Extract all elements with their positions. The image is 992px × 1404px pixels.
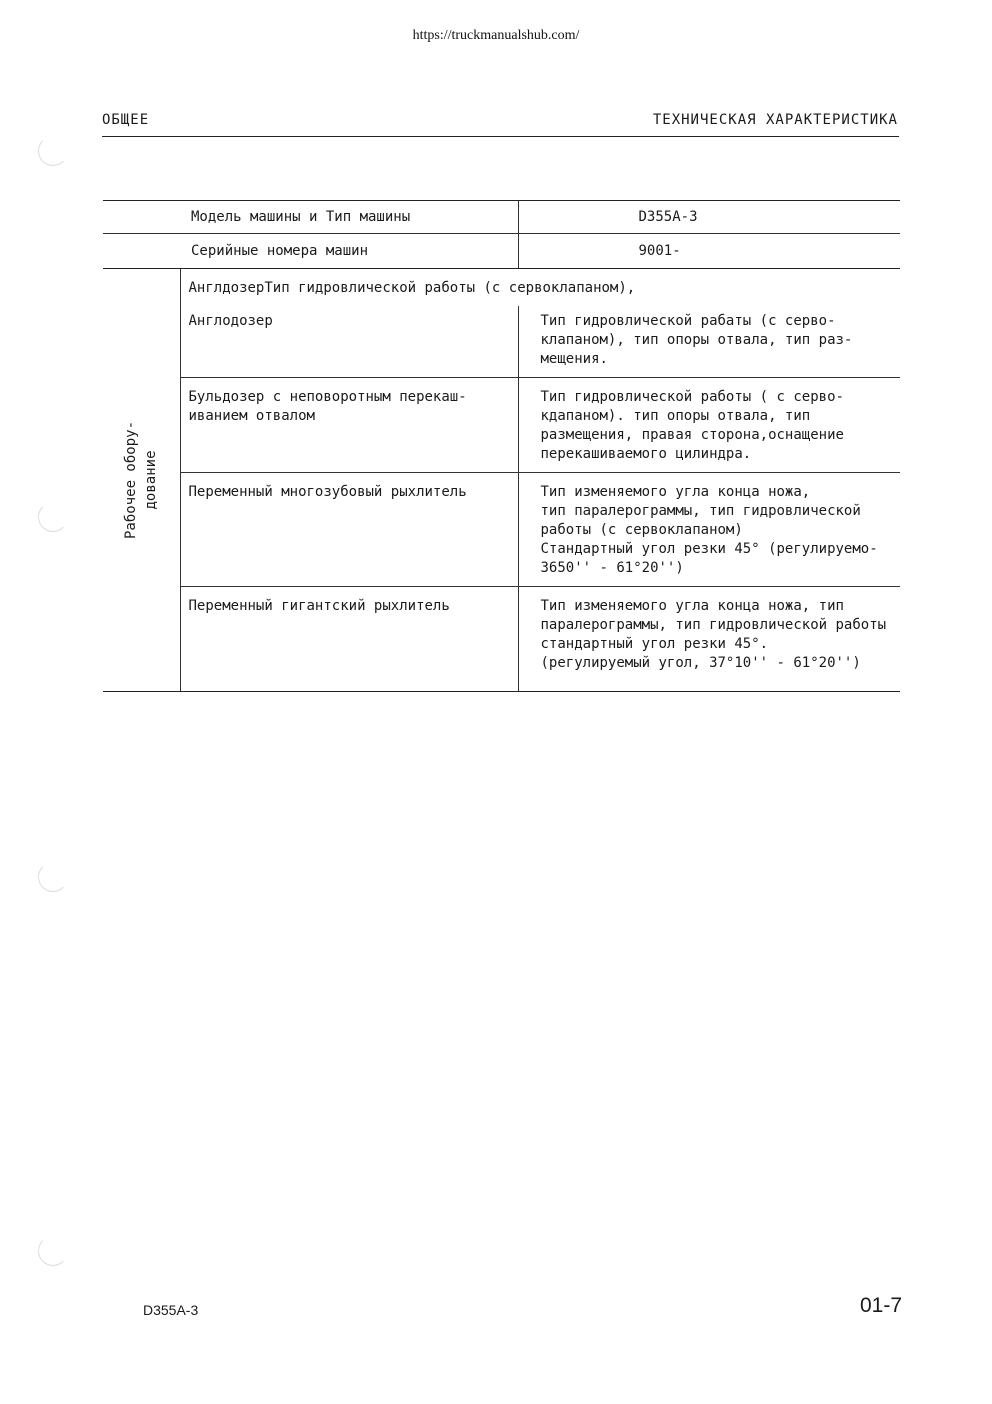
serial-value: 9001- <box>518 234 900 269</box>
table-row <box>103 306 900 378</box>
table-row <box>103 587 900 692</box>
model-row <box>103 201 900 234</box>
equipment-intro-row <box>103 269 900 307</box>
equipment-desc: Тип изменяемого угла конца ножа, тип паралерограммы, тип гидровлической работы стандартный угол резки 45°. (регулируемый угол, 37°10'' - 61°20'') <box>518 587 900 692</box>
punch-hole-mark <box>38 862 68 892</box>
table-row <box>103 378 900 473</box>
punch-hole-mark <box>38 136 68 166</box>
equipment-desc: Тип изменяемого угла конца ножа, тип паралерограммы, тип гидровлической работы (с сервоклапаном) Стандартный угол резки 45° (регулируемо- 3650'' - 61°20'') <box>518 473 900 587</box>
equipment-name: Англодозер <box>180 306 518 378</box>
section-title-left: ОБЩЕЕ <box>102 112 150 128</box>
equipment-name: Бульдозер с неповоротным перекаш- иванием отвалом <box>180 378 518 473</box>
source-url: https://truckmanualshub.com/ <box>412 28 580 43</box>
equipment-name: Переменный гигантский рыхлитель <box>180 587 518 692</box>
punch-hole-mark <box>38 1236 68 1266</box>
equipment-intro-text: АнглдозерТип гидровлической работы (с сервоклапаном), <box>188 280 636 296</box>
equipment-group-cell <box>103 269 180 692</box>
header-rule <box>102 136 899 137</box>
footer-model: D355A-3 <box>143 1302 199 1318</box>
equipment-group-label: Рабочее обору- дование <box>123 420 160 540</box>
section-title-right: ТЕХНИЧЕСКАЯ ХАРАКТЕРИСТИКА <box>652 112 898 128</box>
equipment-desc: Тип гидровлической работы ( с серво- кдапаном). тип опоры отвала, тип размещения, правая сторона,оснащение перекашиваемого цилиндра. <box>518 378 900 473</box>
spec-table <box>103 200 900 692</box>
equipment-name: Переменный многозубовый рыхлитель <box>180 473 518 587</box>
table-row <box>103 473 900 587</box>
model-label: Модель машины и Тип машины <box>103 201 518 234</box>
serial-row <box>103 234 900 269</box>
model-value: D355A-3 <box>518 201 900 234</box>
serial-label: Серийные номера машин <box>103 234 518 269</box>
punch-hole-mark <box>38 502 68 532</box>
page-number: 01-7 <box>859 1294 902 1317</box>
equipment-desc: Тип гидровлической рабаты (с серво- клапаном), тип опоры отвала, тип раз- мещения. <box>518 306 900 378</box>
